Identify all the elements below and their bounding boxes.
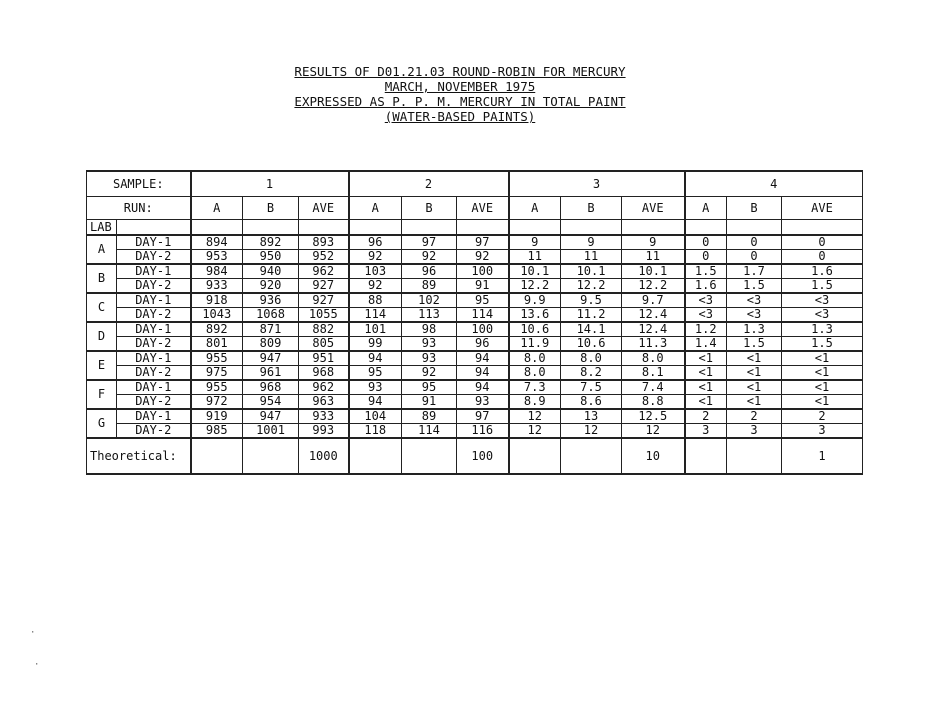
value-cell: 11: [509, 250, 561, 265]
value-cell: 933: [299, 409, 349, 424]
value-cell: 7.4: [622, 380, 685, 395]
value-cell: 88: [349, 293, 402, 308]
lab-label: LAB: [87, 220, 117, 236]
lab-id-cell: E: [87, 351, 117, 380]
value-cell: 1068: [243, 308, 299, 323]
value-cell: 93: [349, 380, 402, 395]
value-cell: 12: [509, 424, 561, 439]
value-cell: 985: [191, 424, 243, 439]
empty-cell: [191, 438, 243, 474]
value-cell: 0: [727, 250, 782, 265]
table-row: [87, 380, 863, 395]
theoretical-value: 1: [782, 438, 863, 474]
value-cell: 92: [349, 279, 402, 294]
value-cell: <1: [782, 395, 863, 410]
value-cell: 93: [402, 351, 457, 366]
value-cell: 10.6: [561, 337, 622, 352]
value-cell: 0: [782, 250, 863, 265]
value-cell: 2: [782, 409, 863, 424]
value-cell: 8.9: [509, 395, 561, 410]
sample-2-header: 2: [349, 171, 509, 197]
run-a-header: A: [349, 197, 402, 220]
value-cell: 3: [727, 424, 782, 439]
value-cell: <1: [685, 395, 727, 410]
value-cell: 8.0: [561, 351, 622, 366]
value-cell: 893: [299, 235, 349, 250]
table-row: [87, 235, 863, 250]
value-cell: 1.4: [685, 337, 727, 352]
value-cell: 1.5: [782, 337, 863, 352]
value-cell: 8.0: [509, 366, 561, 381]
table-row: [87, 308, 863, 323]
value-cell: 12: [561, 424, 622, 439]
value-cell: 97: [402, 235, 457, 250]
table-row: [87, 293, 863, 308]
day-label-cell: DAY-2: [117, 337, 191, 352]
empty-cell: [727, 438, 782, 474]
value-cell: 114: [349, 308, 402, 323]
value-cell: 103: [349, 264, 402, 279]
value-cell: 1.2: [685, 322, 727, 337]
value-cell: 12: [622, 424, 685, 439]
run-b-header: B: [727, 197, 782, 220]
value-cell: 9: [509, 235, 561, 250]
value-cell: 14.1: [561, 322, 622, 337]
run-b-header: B: [561, 197, 622, 220]
run-ave-header: AVE: [782, 197, 863, 220]
value-cell: 0: [727, 235, 782, 250]
value-cell: 96: [457, 337, 509, 352]
value-cell: 12.2: [622, 279, 685, 294]
run-a-header: A: [191, 197, 243, 220]
value-cell: 11.3: [622, 337, 685, 352]
value-cell: 9: [622, 235, 685, 250]
margin-speck: ·: [30, 628, 36, 638]
empty-cell: [191, 220, 243, 236]
day-label-cell: DAY-1: [117, 235, 191, 250]
value-cell: 0: [782, 235, 863, 250]
value-cell: 8.8: [622, 395, 685, 410]
value-cell: 98: [402, 322, 457, 337]
value-cell: 11: [622, 250, 685, 265]
value-cell: 12.4: [622, 308, 685, 323]
run-a-header: A: [509, 197, 561, 220]
value-cell: 10.1: [561, 264, 622, 279]
day-label-cell: DAY-1: [117, 322, 191, 337]
value-cell: <3: [685, 293, 727, 308]
value-cell: 94: [457, 366, 509, 381]
value-cell: <3: [727, 293, 782, 308]
value-cell: 871: [243, 322, 299, 337]
value-cell: 9.9: [509, 293, 561, 308]
value-cell: 801: [191, 337, 243, 352]
value-cell: 947: [243, 409, 299, 424]
run-a-header: A: [685, 197, 727, 220]
value-cell: 936: [243, 293, 299, 308]
day-label-cell: DAY-2: [117, 279, 191, 294]
value-cell: 95: [402, 380, 457, 395]
empty-cell: [622, 220, 685, 236]
value-cell: <1: [782, 366, 863, 381]
empty-cell: [117, 220, 191, 236]
day-label-cell: DAY-2: [117, 250, 191, 265]
value-cell: 114: [457, 308, 509, 323]
table-row: [87, 264, 863, 279]
empty-cell: [782, 220, 863, 236]
run-ave-header: AVE: [457, 197, 509, 220]
table-row: [87, 322, 863, 337]
value-cell: 1.5: [685, 264, 727, 279]
value-cell: 9: [561, 235, 622, 250]
table-row: [87, 279, 863, 294]
value-cell: 920: [243, 279, 299, 294]
value-cell: 10.6: [509, 322, 561, 337]
value-cell: 92: [457, 250, 509, 265]
sample-1-header: 1: [191, 171, 349, 197]
value-cell: <3: [782, 308, 863, 323]
empty-cell: [457, 220, 509, 236]
value-cell: 1055: [299, 308, 349, 323]
value-cell: 963: [299, 395, 349, 410]
empty-cell: [685, 220, 727, 236]
empty-cell: [299, 220, 349, 236]
day-label-cell: DAY-2: [117, 308, 191, 323]
lab-header-row: [87, 220, 863, 236]
value-cell: 0: [685, 250, 727, 265]
title-line-2: MARCH, NOVEMBER 1975: [384, 79, 536, 94]
empty-cell: [402, 438, 457, 474]
day-label-cell: DAY-2: [117, 395, 191, 410]
empty-cell: [509, 220, 561, 236]
value-cell: 952: [299, 250, 349, 265]
value-cell: 0: [685, 235, 727, 250]
table-row: [87, 351, 863, 366]
empty-cell: [402, 220, 457, 236]
value-cell: 93: [402, 337, 457, 352]
value-cell: 12.2: [561, 279, 622, 294]
value-cell: 8.0: [509, 351, 561, 366]
value-cell: 118: [349, 424, 402, 439]
day-label-cell: DAY-2: [117, 424, 191, 439]
value-cell: 894: [191, 235, 243, 250]
value-cell: 89: [402, 409, 457, 424]
value-cell: 962: [299, 264, 349, 279]
table-row: [87, 409, 863, 424]
value-cell: 968: [299, 366, 349, 381]
value-cell: 892: [191, 322, 243, 337]
value-cell: <1: [727, 351, 782, 366]
empty-cell: [243, 438, 299, 474]
title-line-3: EXPRESSED AS P. P. M. MERCURY IN TOTAL PAINT: [294, 94, 626, 109]
value-cell: 8.1: [622, 366, 685, 381]
theoretical-value: 1000: [299, 438, 349, 474]
run-b-header: B: [402, 197, 457, 220]
value-cell: 975: [191, 366, 243, 381]
day-label-cell: DAY-1: [117, 264, 191, 279]
run-ave-header: AVE: [299, 197, 349, 220]
value-cell: 92: [402, 366, 457, 381]
theoretical-row: [87, 438, 863, 474]
value-cell: 1.3: [727, 322, 782, 337]
value-cell: 92: [402, 250, 457, 265]
value-cell: 1.5: [782, 279, 863, 294]
value-cell: 96: [402, 264, 457, 279]
run-label: RUN:: [87, 197, 191, 220]
value-cell: 12.2: [509, 279, 561, 294]
value-cell: 93: [457, 395, 509, 410]
value-cell: 99: [349, 337, 402, 352]
value-cell: 993: [299, 424, 349, 439]
value-cell: 100: [457, 264, 509, 279]
lab-id-cell: B: [87, 264, 117, 293]
value-cell: 809: [243, 337, 299, 352]
value-cell: 968: [243, 380, 299, 395]
value-cell: 1001: [243, 424, 299, 439]
value-cell: 94: [457, 351, 509, 366]
value-cell: 91: [402, 395, 457, 410]
value-cell: 933: [191, 279, 243, 294]
value-cell: <1: [782, 351, 863, 366]
value-cell: 116: [457, 424, 509, 439]
run-b-header: B: [243, 197, 299, 220]
table-row: [87, 366, 863, 381]
value-cell: 97: [457, 235, 509, 250]
run-ave-header: AVE: [622, 197, 685, 220]
value-cell: 94: [457, 380, 509, 395]
value-cell: 94: [349, 395, 402, 410]
table-row: [87, 424, 863, 439]
value-cell: 961: [243, 366, 299, 381]
day-label-cell: DAY-1: [117, 293, 191, 308]
value-cell: 7.3: [509, 380, 561, 395]
value-cell: 882: [299, 322, 349, 337]
value-cell: 1.5: [727, 279, 782, 294]
value-cell: 805: [299, 337, 349, 352]
value-cell: 955: [191, 380, 243, 395]
value-cell: 13.6: [509, 308, 561, 323]
value-cell: 3: [782, 424, 863, 439]
value-cell: 1.6: [782, 264, 863, 279]
value-cell: 89: [402, 279, 457, 294]
value-cell: <3: [727, 308, 782, 323]
value-cell: 104: [349, 409, 402, 424]
empty-cell: [685, 438, 727, 474]
value-cell: 9.5: [561, 293, 622, 308]
empty-cell: [349, 220, 402, 236]
empty-cell: [727, 220, 782, 236]
value-cell: 13: [561, 409, 622, 424]
day-label-cell: DAY-1: [117, 380, 191, 395]
value-cell: 9.7: [622, 293, 685, 308]
value-cell: 97: [457, 409, 509, 424]
table-row: [87, 337, 863, 352]
value-cell: 984: [191, 264, 243, 279]
value-cell: 96: [349, 235, 402, 250]
value-cell: 1.6: [685, 279, 727, 294]
value-cell: <1: [727, 395, 782, 410]
value-cell: 927: [299, 279, 349, 294]
value-cell: 962: [299, 380, 349, 395]
value-cell: 113: [402, 308, 457, 323]
value-cell: 8.0: [622, 351, 685, 366]
title-line-1: RESULTS OF D01.21.03 ROUND-ROBIN FOR MERCURY: [294, 64, 626, 79]
value-cell: <1: [685, 366, 727, 381]
value-cell: 95: [457, 293, 509, 308]
value-cell: 947: [243, 351, 299, 366]
value-cell: 892: [243, 235, 299, 250]
value-cell: 951: [299, 351, 349, 366]
table-row: [87, 250, 863, 265]
value-cell: 972: [191, 395, 243, 410]
empty-cell: [243, 220, 299, 236]
value-cell: <1: [727, 366, 782, 381]
value-cell: 2: [685, 409, 727, 424]
theoretical-value: 100: [457, 438, 509, 474]
lab-id-cell: A: [87, 235, 117, 264]
value-cell: 2: [727, 409, 782, 424]
value-cell: <1: [685, 380, 727, 395]
value-cell: 12: [509, 409, 561, 424]
title-line-4: (WATER-BASED PAINTS): [384, 109, 536, 124]
value-cell: 12.4: [622, 322, 685, 337]
theoretical-value: 10: [622, 438, 685, 474]
value-cell: 919: [191, 409, 243, 424]
day-label-cell: DAY-1: [117, 351, 191, 366]
value-cell: 11.2: [561, 308, 622, 323]
value-cell: <3: [685, 308, 727, 323]
value-cell: 918: [191, 293, 243, 308]
empty-cell: [349, 438, 402, 474]
value-cell: 101: [349, 322, 402, 337]
value-cell: <1: [782, 380, 863, 395]
results-table: [86, 170, 863, 475]
value-cell: 1.3: [782, 322, 863, 337]
margin-speck: ·: [34, 660, 40, 670]
empty-cell: [561, 438, 622, 474]
value-cell: 114: [402, 424, 457, 439]
value-cell: 955: [191, 351, 243, 366]
value-cell: 3: [685, 424, 727, 439]
value-cell: <3: [782, 293, 863, 308]
sample-3-header: 3: [509, 171, 685, 197]
value-cell: 954: [243, 395, 299, 410]
value-cell: 100: [457, 322, 509, 337]
day-label-cell: DAY-2: [117, 366, 191, 381]
value-cell: 94: [349, 351, 402, 366]
value-cell: 95: [349, 366, 402, 381]
table-row: [87, 395, 863, 410]
lab-id-cell: F: [87, 380, 117, 409]
value-cell: 7.5: [561, 380, 622, 395]
value-cell: 927: [299, 293, 349, 308]
value-cell: <1: [685, 351, 727, 366]
value-cell: 1043: [191, 308, 243, 323]
sample-label: SAMPLE:: [87, 171, 191, 197]
lab-id-cell: G: [87, 409, 117, 438]
empty-cell: [561, 220, 622, 236]
value-cell: 940: [243, 264, 299, 279]
value-cell: 950: [243, 250, 299, 265]
empty-cell: [509, 438, 561, 474]
sample-4-header: 4: [685, 171, 863, 197]
report-title: [200, 64, 720, 124]
value-cell: 91: [457, 279, 509, 294]
lab-id-cell: D: [87, 322, 117, 351]
run-header-row: [87, 197, 863, 220]
value-cell: 12.5: [622, 409, 685, 424]
theoretical-label: Theoretical:: [87, 438, 191, 474]
day-label-cell: DAY-1: [117, 409, 191, 424]
value-cell: 11: [561, 250, 622, 265]
lab-id-cell: C: [87, 293, 117, 322]
value-cell: 10.1: [622, 264, 685, 279]
value-cell: 8.6: [561, 395, 622, 410]
value-cell: 10.1: [509, 264, 561, 279]
sample-header-row: [87, 171, 863, 197]
value-cell: 1.5: [727, 337, 782, 352]
value-cell: <1: [727, 380, 782, 395]
value-cell: 102: [402, 293, 457, 308]
value-cell: 92: [349, 250, 402, 265]
value-cell: 8.2: [561, 366, 622, 381]
value-cell: 1.7: [727, 264, 782, 279]
value-cell: 953: [191, 250, 243, 265]
value-cell: 11.9: [509, 337, 561, 352]
